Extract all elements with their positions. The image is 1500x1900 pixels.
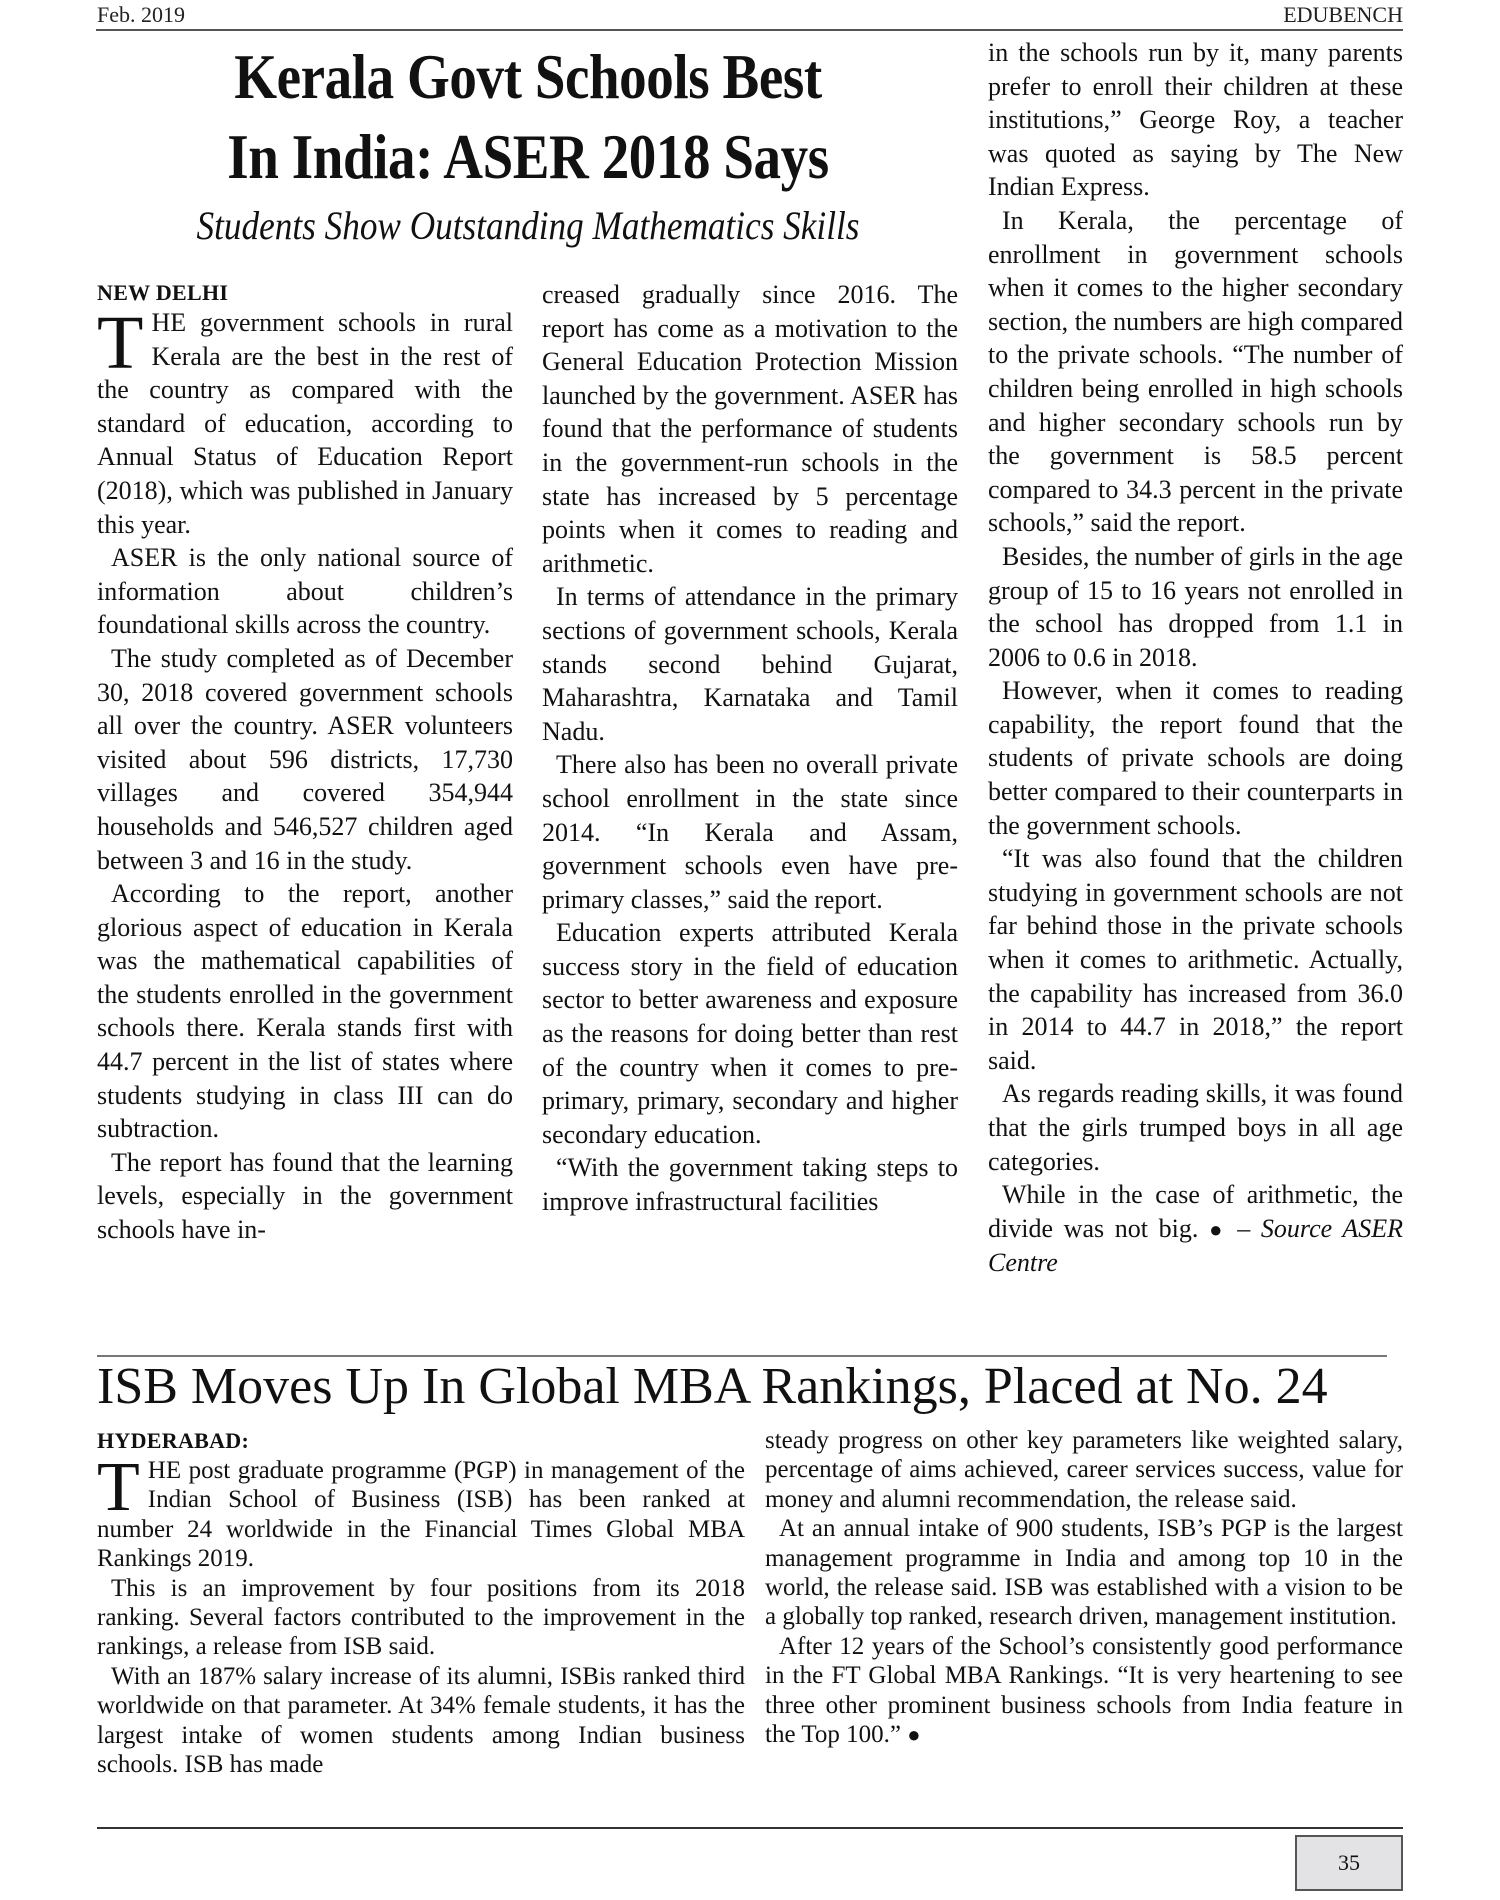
article2-dateline: HYDERABAD: — [97, 1428, 250, 1453]
article2-paragraph: At an annual intake of 900 students, ISB’s PGP is the largest management programme in India and among top 10 in the world, the release said. ISB was established with a vision to be a globally top ranked, research driven, management institution. — [765, 1515, 1403, 1631]
article-separator — [97, 1355, 1387, 1357]
article1-paragraph — [988, 1178, 1403, 1280]
header-rule — [96, 29, 1403, 31]
article1-column-2 — [542, 278, 958, 1219]
dropcap: T — [97, 1449, 140, 1526]
article1-paragraph: In terms of attendance in the primary sections of government schools, Kerala stands second behind Gujarat, Maharashtra, Karnataka and Tamil Nadu. — [542, 582, 958, 746]
footer-rule — [97, 1827, 1403, 1829]
paragraph-text: While in the case of arithmetic, the divide was not big. — [988, 1180, 1403, 1243]
article2-paragraph: With an 187% salary increase of its alumni, ISBis ranked third worldwide on that parameter. At 34% female students, it has the largest intake of women students among Indian business schools. ISB has made — [97, 1662, 745, 1779]
article1-subheadline: Students Show Outstanding Mathematics Skills — [196, 203, 860, 248]
article1-dateline: NEW DELHI — [97, 280, 229, 305]
end-bullet-icon: ● — [1209, 1216, 1227, 1242]
article1-headline-line2: In India: ASER 2018 Says — [227, 121, 829, 192]
article1-paragraph: The report has found that the learning levels, especially in the government schools have in- — [97, 1147, 513, 1245]
article1-paragraph: Education experts attributed Kerala success story in the field of education sector to better awareness and exposure as the reasons for doing better than rest of the country when it comes to pre-primary, primary, secondary and higher secondary education. — [542, 918, 958, 1149]
paragraph-text: HE government schools in rural Kerala are the best in the rest of the country as compared with the standard of education, according to Annual Status of Education Report (2018), which was published in January this year. — [97, 308, 513, 539]
article2-column-1 — [97, 1426, 745, 1779]
page-number-box — [1295, 1835, 1403, 1891]
dropcap: T — [97, 301, 144, 385]
article1-paragraph: However, when it comes to reading capability, the report found that the students of private schools are doing better compared to their counterparts in the government schools. — [988, 676, 1403, 840]
article1-paragraph: Besides, the number of girls in the age group of 15 to 16 years not enrolled in the school has dropped from 1.1 in 2006 to 0.6 in 2018. — [988, 541, 1403, 672]
article1-paragraph: ASER is the only national source of information about children’s foundational skills across the country. — [97, 543, 513, 640]
article2-paragraph: steady progress on other key parameters like weighted salary, percentage of aims achieved, career services success, value for money and alumni recommendation, the release said. — [765, 1427, 1403, 1513]
paragraph-text: HE post graduate programme (PGP) in management of the Indian School of Business (ISB) has been ranked at number 24 worldwide in the Financial Times Global MBA Rankings 2019. — [97, 1457, 745, 1573]
article2-paragraph — [765, 1632, 1403, 1750]
page-number: 35 — [1338, 1850, 1360, 1875]
issue-date: Feb. 2019 — [97, 2, 185, 27]
article1-paragraph: There also has been no overall private school enrollment in the state since 2014. “In Kerala and Assam, government schools even have pre-primary classes,” said the report. — [542, 750, 958, 914]
article1-paragraph: in the schools run by it, many parents prefer to enroll their children at these institutions,” George Roy, a teacher was quoted as saying by The New Indian Express. — [988, 38, 1403, 202]
article1-paragraph: The study completed as of December 30, 2018 covered government schools all over the country. ASER volunteers visited about 596 districts, 17,730 villages and covered 354,944 households and 546,527 children aged between 3 and 16 in the study. — [97, 643, 513, 875]
source-credit: – Source ASER Centre — [988, 1213, 1404, 1278]
article2-column-2 — [765, 1426, 1403, 1749]
paragraph-text: After 12 years of the School’s consistently good performance in the FT Global MBA Rankings. “It is very heartening to see three other prominent business schools from India feature in the Top 100.” — [765, 1632, 1403, 1749]
article1-headline-line1: Kerala Govt Schools Best — [234, 41, 822, 112]
article1-paragraph: creased gradually since 2016. The report has come as a motivation to the General Education Protection Mission launched by the government. ASER has found that the performance of students in the government-run schools in the state has increased by 5 percentage points when it comes to reading and arithmetic. — [542, 280, 958, 578]
article2-paragraph: This is an improvement by four positions from its 2018 ranking. Several factors contributed to the improvement in the rankings, a release from ISB said. — [97, 1574, 745, 1661]
publication-name: EDUBENCH — [1283, 2, 1403, 27]
end-bullet-icon: ● — [907, 1722, 921, 1748]
article2-paragraph — [97, 1449, 745, 1574]
article1-paragraph: As regards reading skills, it was found that the girls trumped boys in all age categories. — [988, 1079, 1403, 1176]
article1-column-3 — [988, 36, 1403, 1280]
article1-column-1 — [97, 280, 513, 1247]
article2-headline: ISB Moves Up In Global MBA Rankings, Placed at No. 24 — [97, 1358, 1328, 1415]
article1-paragraph: In Kerala, the percentage of enrollment in government schools when it comes to the higher secondary section, the numbers are high compared to the private schools. “The number of children being enrolled in high schools and higher secondary schools run by the government is 58.5 percent compared to 34.3 percent in the private schools,” said the report. — [988, 205, 1403, 538]
article1-paragraph: “With the government taking steps to improve infrastructural facilities — [542, 1153, 958, 1217]
article1-paragraph — [97, 301, 513, 541]
article1-paragraph: “It was also found that the children studying in government schools are not far behind those in the private schools when it comes to arithmetic. Actually, the capability has increased from 36.0 in 2014 to 44.7 in 2018,” the report said. — [988, 844, 1403, 1075]
article1-paragraph: According to the report, another glorious aspect of education in Kerala was the mathematical capabilities of the students enrolled in the government schools there. Kerala stands first with 44.7 percent in the list of states where students studying in class III can do subtraction. — [97, 879, 513, 1144]
